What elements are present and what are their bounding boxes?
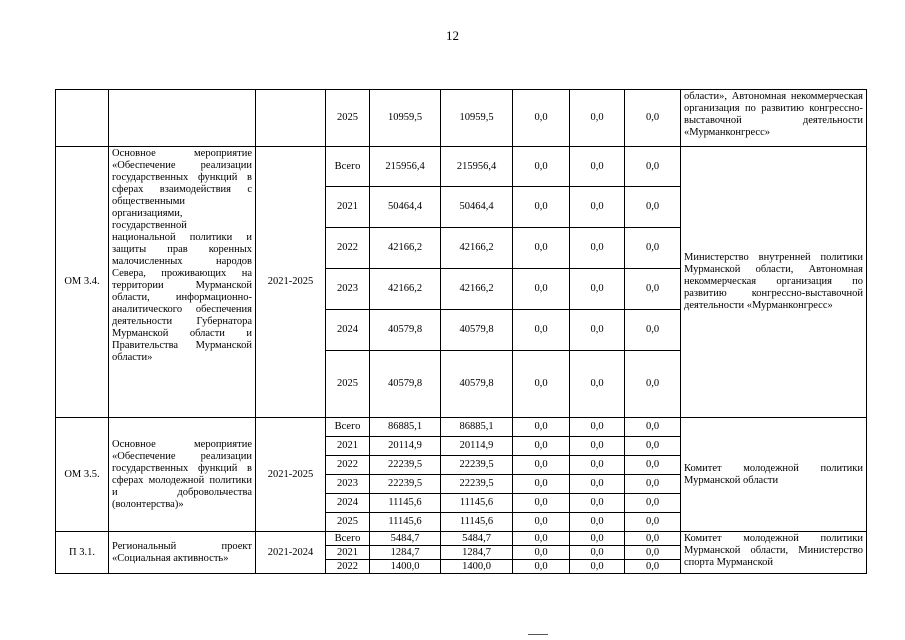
value-cell: 11145,6 <box>441 513 513 532</box>
value-cell: 0,0 <box>570 147 625 187</box>
value-cell: 11145,6 <box>441 494 513 513</box>
value-cell: 0,0 <box>513 90 570 147</box>
value-cell: 0,0 <box>513 532 570 546</box>
page-number: 12 <box>446 28 459 43</box>
year-cell: 2021 <box>326 187 370 228</box>
period-cell: 2021-2025 <box>256 147 326 418</box>
value-cell: 42166,2 <box>370 269 441 310</box>
value-cell: 0,0 <box>570 513 625 532</box>
value-cell: 0,0 <box>513 475 570 494</box>
value-cell: 0,0 <box>513 351 570 418</box>
executor-cell: Комитет молодежной политики Мурманской области <box>681 418 867 532</box>
value-cell: 0,0 <box>625 494 681 513</box>
value-cell: 0,0 <box>625 228 681 269</box>
budget-table <box>55 89 867 574</box>
value-cell: 22239,5 <box>441 475 513 494</box>
value-cell: 1284,7 <box>441 546 513 560</box>
table-row <box>56 90 867 147</box>
value-cell: 1284,7 <box>370 546 441 560</box>
period-cell: 2021-2024 <box>256 532 326 574</box>
value-cell: 0,0 <box>513 269 570 310</box>
year-cell: Всего <box>326 147 370 187</box>
year-cell: 2022 <box>326 228 370 269</box>
value-cell: 0,0 <box>513 513 570 532</box>
value-cell: 0,0 <box>513 494 570 513</box>
value-cell: 0,0 <box>570 532 625 546</box>
value-cell: 0,0 <box>570 90 625 147</box>
value-cell: 0,0 <box>513 228 570 269</box>
name-cell: Основное мероприятие «Обеспечение реализации государственных функций в сферах взаимодействия с общественными организациями, государственной национальной политики и защиты прав коренных малочисленных народов Севера, проживающих на территории Мурманской области, информационно-аналитического обеспечения деятельности Губернатора Мурманской области и Правительства Мурманской области» <box>109 147 256 418</box>
value-cell: 0,0 <box>625 532 681 546</box>
value-cell: 0,0 <box>570 269 625 310</box>
value-cell: 0,0 <box>513 147 570 187</box>
executor-cell: Комитет молодежной политики Мурманской области, Министерство спорта Мурманской <box>681 532 867 574</box>
year-cell: 2025 <box>326 351 370 418</box>
name-cell: Региональный проект «Социальная активность» <box>109 532 256 574</box>
value-cell: 0,0 <box>625 351 681 418</box>
value-cell: 11145,6 <box>370 494 441 513</box>
value-cell: 40579,8 <box>370 351 441 418</box>
value-cell: 0,0 <box>513 560 570 574</box>
value-cell: 40579,8 <box>441 351 513 418</box>
value-cell: 0,0 <box>570 560 625 574</box>
value-cell: 5484,7 <box>441 532 513 546</box>
value-cell: 0,0 <box>570 310 625 351</box>
value-cell: 11145,6 <box>370 513 441 532</box>
executor-cell: области», Автономная некоммерческая организация по развитию конгрессно-выставочной деятельности «Мурманконгресс» <box>681 90 867 147</box>
value-cell: 0,0 <box>625 310 681 351</box>
table-row <box>56 418 867 437</box>
year-cell: 2022 <box>326 560 370 574</box>
value-cell: 10959,5 <box>370 90 441 147</box>
value-cell: 40579,8 <box>370 310 441 351</box>
year-cell: 2021 <box>326 437 370 456</box>
value-cell: 5484,7 <box>370 532 441 546</box>
period-cell: 2021-2025 <box>256 418 326 532</box>
value-cell: 0,0 <box>625 187 681 228</box>
year-cell: 2023 <box>326 269 370 310</box>
year-cell: 2023 <box>326 475 370 494</box>
value-cell: 1400,0 <box>370 560 441 574</box>
value-cell: 1400,0 <box>441 560 513 574</box>
value-cell: 40579,8 <box>441 310 513 351</box>
value-cell: 20114,9 <box>441 437 513 456</box>
code-cell: ОМ 3.4. <box>56 147 109 418</box>
value-cell: 0,0 <box>570 475 625 494</box>
value-cell: 0,0 <box>625 513 681 532</box>
name-cell <box>109 90 256 147</box>
year-cell: 2024 <box>326 310 370 351</box>
year-cell: Всего <box>326 418 370 437</box>
value-cell: 0,0 <box>570 228 625 269</box>
value-cell: 0,0 <box>625 437 681 456</box>
value-cell: 86885,1 <box>370 418 441 437</box>
value-cell: 50464,4 <box>441 187 513 228</box>
value-cell: 22239,5 <box>441 456 513 475</box>
value-cell: 0,0 <box>625 456 681 475</box>
year-cell: 2025 <box>326 90 370 147</box>
value-cell: 42166,2 <box>441 269 513 310</box>
executor-cell: Министерство внутренней политики Мурманской области, Автономная некоммерческая организация по развитию конгрессно-выставочной деятельности «Мурманконгресс» <box>681 147 867 418</box>
value-cell: 0,0 <box>625 546 681 560</box>
value-cell: 50464,4 <box>370 187 441 228</box>
value-cell: 0,0 <box>625 418 681 437</box>
year-cell: 2022 <box>326 456 370 475</box>
code-cell <box>56 90 109 147</box>
value-cell: 0,0 <box>570 546 625 560</box>
value-cell: 215956,4 <box>370 147 441 187</box>
value-cell: 0,0 <box>513 437 570 456</box>
value-cell: 42166,2 <box>441 228 513 269</box>
value-cell: 20114,9 <box>370 437 441 456</box>
year-cell: 2025 <box>326 513 370 532</box>
value-cell: 22239,5 <box>370 475 441 494</box>
value-cell: 0,0 <box>513 546 570 560</box>
code-cell: П 3.1. <box>56 532 109 574</box>
value-cell: 42166,2 <box>370 228 441 269</box>
value-cell: 22239,5 <box>370 456 441 475</box>
value-cell: 0,0 <box>625 560 681 574</box>
value-cell: 10959,5 <box>441 90 513 147</box>
value-cell: 0,0 <box>625 90 681 147</box>
value-cell: 0,0 <box>625 147 681 187</box>
table-row <box>56 147 867 187</box>
value-cell: 0,0 <box>570 187 625 228</box>
year-cell: 2024 <box>326 494 370 513</box>
scan-artifact-line <box>528 634 548 635</box>
value-cell: 0,0 <box>570 418 625 437</box>
value-cell: 0,0 <box>513 456 570 475</box>
name-cell: Основное мероприятие «Обеспечение реализации государственных функций в сферах молодежной политики и добровольчества (волонтерства)» <box>109 418 256 532</box>
value-cell: 0,0 <box>513 418 570 437</box>
value-cell: 0,0 <box>570 437 625 456</box>
year-cell: Всего <box>326 532 370 546</box>
value-cell: 0,0 <box>513 310 570 351</box>
table-row <box>56 532 867 546</box>
value-cell: 0,0 <box>625 475 681 494</box>
period-cell <box>256 90 326 147</box>
value-cell: 0,0 <box>570 351 625 418</box>
value-cell: 0,0 <box>570 494 625 513</box>
code-cell: ОМ 3.5. <box>56 418 109 532</box>
value-cell: 0,0 <box>625 269 681 310</box>
value-cell: 0,0 <box>570 456 625 475</box>
year-cell: 2021 <box>326 546 370 560</box>
value-cell: 86885,1 <box>441 418 513 437</box>
value-cell: 215956,4 <box>441 147 513 187</box>
value-cell: 0,0 <box>513 187 570 228</box>
